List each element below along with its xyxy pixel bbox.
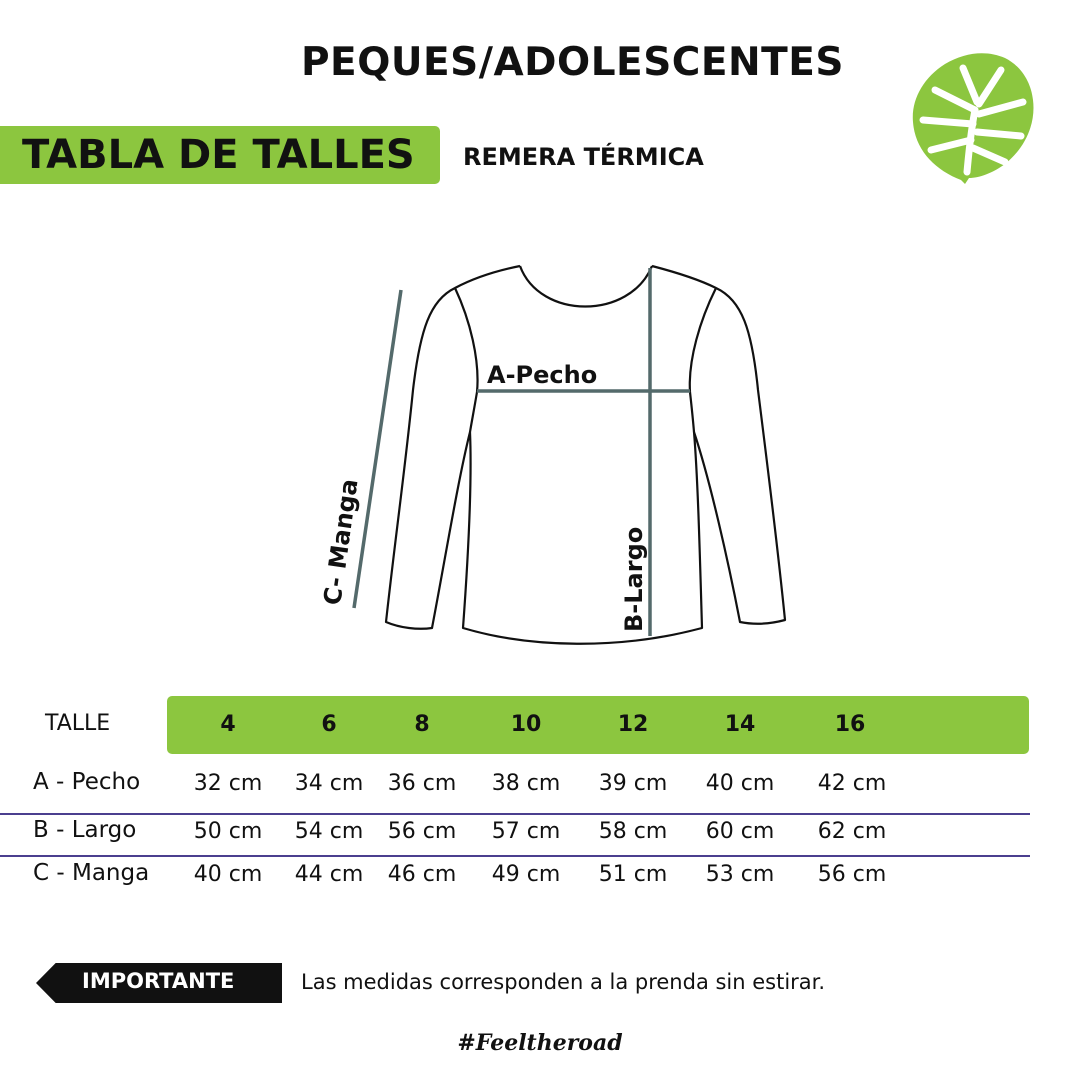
banner-title: TABLA DE TALLES	[22, 132, 415, 178]
table-cell: 32 cm	[193, 771, 263, 796]
table-cell: 60 cm	[705, 819, 775, 844]
shirt-neckline	[520, 266, 652, 307]
table-cell: 54 cm	[294, 819, 364, 844]
table-cell: 34 cm	[294, 771, 364, 796]
table-cell: 38 cm	[491, 771, 561, 796]
row-label-manga: C - Manga	[33, 860, 150, 886]
table-cell: 44 cm	[294, 862, 364, 887]
size-header-14: 14	[724, 712, 756, 737]
important-label: IMPORTANTE	[82, 969, 235, 993]
size-header-12: 12	[617, 712, 649, 737]
row-divider	[0, 813, 1030, 815]
page-title: PEQUES/ADOLESCENTES	[300, 40, 845, 85]
size-header-10: 10	[510, 712, 542, 737]
row-label-largo: B - Largo	[33, 817, 137, 843]
size-header-6: 6	[321, 712, 337, 737]
table-cell: 53 cm	[705, 862, 775, 887]
table-cell: 62 cm	[817, 819, 887, 844]
table-cell: 40 cm	[705, 771, 775, 796]
table-cell: 39 cm	[598, 771, 668, 796]
product-subtitle: REMERA TÉRMICA	[463, 143, 704, 171]
table-cell: 46 cm	[387, 862, 457, 887]
hashtag-signature: #Feeltheroad	[457, 1030, 623, 1056]
largo-label: B-Largo	[620, 526, 648, 632]
measurement-note: Las medidas corresponden a la prenda sin estirar.	[301, 970, 826, 994]
size-header-4: 4	[220, 712, 236, 737]
talle-header-label: TALLE	[45, 711, 111, 736]
size-header-bar	[167, 696, 1029, 754]
right-armhole	[690, 288, 716, 432]
table-cell: 42 cm	[817, 771, 887, 796]
table-cell: 36 cm	[387, 771, 457, 796]
table-cell: 56 cm	[817, 862, 887, 887]
manga-label: C- Manga	[318, 477, 364, 607]
table-cell: 51 cm	[598, 862, 668, 887]
shirt-outline	[386, 266, 785, 644]
table-cell: 50 cm	[193, 819, 263, 844]
size-header-16: 16	[834, 712, 866, 737]
pecho-label: A-Pecho	[487, 361, 598, 389]
left-armhole	[455, 288, 478, 432]
size-header-8: 8	[414, 712, 430, 737]
row-divider	[0, 855, 1030, 857]
row-label-pecho: A - Pecho	[33, 769, 141, 795]
table-cell: 40 cm	[193, 862, 263, 887]
table-cell: 58 cm	[598, 819, 668, 844]
table-cell: 49 cm	[491, 862, 561, 887]
table-cell: 56 cm	[387, 819, 457, 844]
table-cell: 57 cm	[491, 819, 561, 844]
